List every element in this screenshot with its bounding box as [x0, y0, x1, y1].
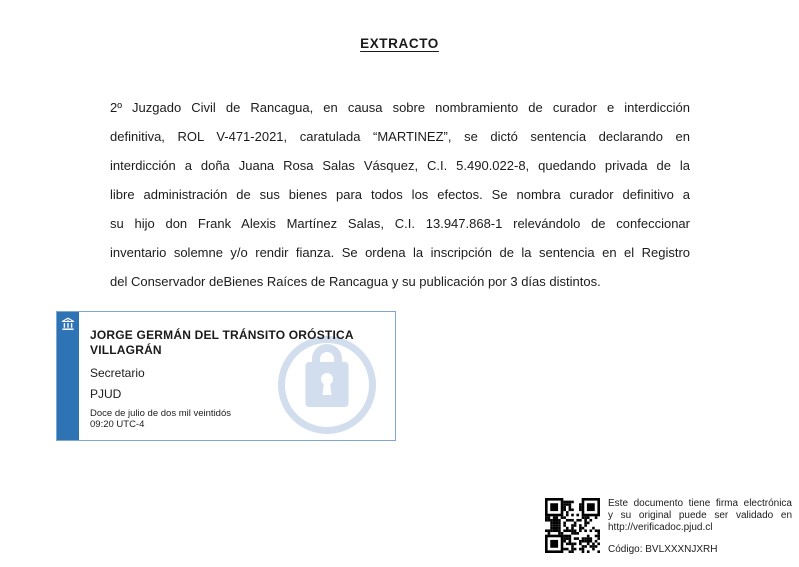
qr-code [545, 498, 600, 553]
verification-url: http://verificadoc.pjud.cl [608, 522, 713, 533]
signature-stamp [56, 311, 396, 441]
body-line: 2º Juzgado Civil de Rancagua, en causa sobre nombramiento de curador e interdicción [110, 100, 690, 115]
verification-line: y su original puede ser validado en [608, 510, 792, 521]
verification-text [608, 498, 792, 556]
stamp-content [90, 328, 380, 430]
document-body [110, 93, 690, 296]
signer-role: Secretario [90, 366, 145, 380]
body-line: definitiva, ROL V-471-2021, caratulada “MARTINEZ”, se dictó sentencia declarando en [110, 129, 690, 144]
signature-date: Doce de julio de dos mil veintidós [90, 408, 231, 419]
courthouse-icon [60, 316, 76, 332]
signer-name [90, 328, 380, 358]
body-line: su hijo don Frank Alexis Martínez Salas, C.I. 13.947.868-1 relevándolo de confeccionar [110, 216, 690, 231]
body-line: del Conservador deBienes Raíces de Rancagua y su publicación por 3 días distintos. [110, 274, 601, 289]
signer-name-line1: JORGE GERMÁN DEL TRÁNSITO ORÓSTICA [90, 328, 354, 342]
signer-name-line2: VILLAGRÁN [90, 343, 162, 357]
verification-code: Código: BVLXXXNJXRH [608, 544, 718, 555]
body-line: interdicción a doña Juana Rosa Salas Vásquez, C.I. 5.490.022-8, quedando privada de la [110, 158, 690, 173]
stamp-accent-bar [57, 312, 79, 440]
body-line: libre administración de sus bienes para todos los efectos. Se nombra curador definitivo a [110, 187, 690, 202]
signature-time: 09:20 UTC-4 [90, 419, 145, 430]
body-line: inventario solemne y/o rendir fianza. Se ordena la inscripción de la sentencia en el Registro [110, 245, 690, 260]
verification-line: Este documento tiene firma electrónica [608, 498, 792, 509]
signer-institution: PJUD [90, 387, 122, 401]
document-title: EXTRACTO [360, 36, 439, 51]
verification-block [545, 497, 795, 557]
